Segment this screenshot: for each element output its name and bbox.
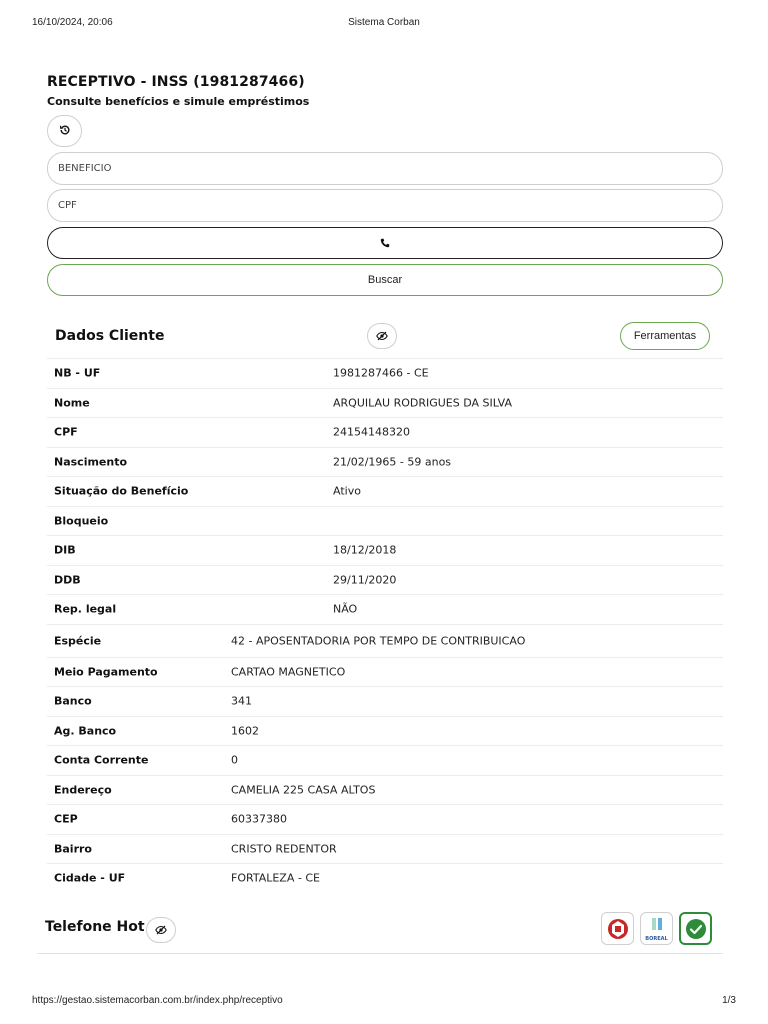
table-row <box>47 594 723 624</box>
ferramentas-button[interactable]: Ferramentas <box>620 322 710 350</box>
row-label: Espécie <box>54 634 102 647</box>
table-row <box>47 506 723 536</box>
row-value: 42 - APOSENTADORIA POR TEMPO DE CONTRIBUICAO <box>231 634 526 647</box>
table-row <box>47 624 723 657</box>
table-row <box>47 535 723 565</box>
row-value: 1981287466 - CE <box>333 366 429 380</box>
row-value: CAMELIA 225 CASA ALTOS <box>231 783 376 797</box>
row-value: 21/02/1965 - 59 anos <box>333 455 452 469</box>
row-value: 1602 <box>231 724 259 738</box>
print-footer <box>32 995 736 1009</box>
phone-search-button[interactable] <box>47 227 723 259</box>
row-value: NÃO <box>333 602 358 616</box>
eye-slash-icon <box>155 923 167 938</box>
table-row <box>47 388 723 418</box>
boreal-label: BOREAL <box>645 936 668 942</box>
dados-cliente-title: Dados Cliente <box>55 328 165 344</box>
row-value: 18/12/2018 <box>333 543 397 557</box>
row-label: Bairro <box>54 842 92 856</box>
row-label: CEP <box>54 812 78 826</box>
row-value: Ativo <box>333 484 361 498</box>
table-row <box>47 358 723 388</box>
print-url: https://gestao.sistemacorban.com.br/index.php/receptivo <box>32 995 283 1006</box>
history-button[interactable] <box>47 115 82 147</box>
table-row <box>47 417 723 447</box>
buscar-button[interactable]: Buscar <box>47 264 723 296</box>
row-label: Cidade - UF <box>54 871 126 885</box>
row-value: 24154148320 <box>333 425 410 439</box>
row-label: Banco <box>54 694 92 708</box>
toggle-visibility-button[interactable] <box>367 323 397 349</box>
row-value: CRISTO REDENTOR <box>231 842 337 856</box>
page-subtitle: Consulte benefícios e simule empréstimos <box>47 95 310 108</box>
row-label: DDB <box>54 573 81 587</box>
table-row <box>47 716 723 746</box>
red-bank-logo-icon[interactable] <box>601 912 634 945</box>
table-row <box>47 447 723 477</box>
cpf-placeholder: CPF <box>58 200 77 211</box>
row-label: Conta Corrente <box>54 753 149 767</box>
table-row <box>47 476 723 506</box>
beneficio-input[interactable] <box>47 152 723 185</box>
beneficio-placeholder: BENEFICIO <box>58 163 112 174</box>
toggle-phone-visibility-button[interactable] <box>146 917 176 943</box>
row-value: CARTAO MAGNETICO <box>231 665 346 679</box>
row-label: CPF <box>54 425 78 439</box>
check-circle-icon[interactable] <box>679 912 712 945</box>
row-label: NB - UF <box>54 366 101 380</box>
eye-slash-icon <box>376 329 388 344</box>
row-value: 60337380 <box>231 812 287 826</box>
row-value: FORTALEZA - CE <box>231 871 320 885</box>
boreal-logo-icon[interactable] <box>640 912 673 945</box>
table-row <box>47 565 723 595</box>
row-label: Bloqueio <box>54 514 109 528</box>
table-row <box>47 686 723 716</box>
row-label: Nascimento <box>54 455 128 469</box>
print-title: Sistema Corban <box>348 17 420 28</box>
row-label: DIB <box>54 543 76 557</box>
table-row <box>47 804 723 834</box>
row-label: Rep. legal <box>54 602 117 616</box>
print-header <box>32 17 736 31</box>
print-page-number: 1/3 <box>722 995 736 1006</box>
phone-icon <box>380 236 390 251</box>
telefone-hot-title: Telefone Hot <box>45 919 145 935</box>
row-label: Endereço <box>54 783 112 797</box>
row-label: Nome <box>54 396 90 410</box>
table-row <box>47 775 723 805</box>
bank-icons <box>601 912 712 946</box>
table-row <box>47 834 723 864</box>
row-value: 0 <box>231 753 238 767</box>
row-label: Meio Pagamento <box>54 665 158 679</box>
row-value: ARQUILAU RODRIGUES DA SILVA <box>333 396 513 410</box>
dados-cliente-table <box>47 358 723 893</box>
table-row <box>47 745 723 775</box>
row-value: 29/11/2020 <box>333 573 397 587</box>
print-date: 16/10/2024, 20:06 <box>32 17 113 28</box>
table-row <box>47 863 723 893</box>
row-value: 341 <box>231 694 252 708</box>
row-label: Situação do Benefício <box>54 484 189 498</box>
page-title: RECEPTIVO - INSS (1981287466) <box>47 74 305 90</box>
cpf-input[interactable] <box>47 189 723 222</box>
section-divider <box>37 953 723 954</box>
row-label: Ag. Banco <box>54 724 117 738</box>
table-row <box>47 657 723 687</box>
history-icon <box>59 124 71 139</box>
